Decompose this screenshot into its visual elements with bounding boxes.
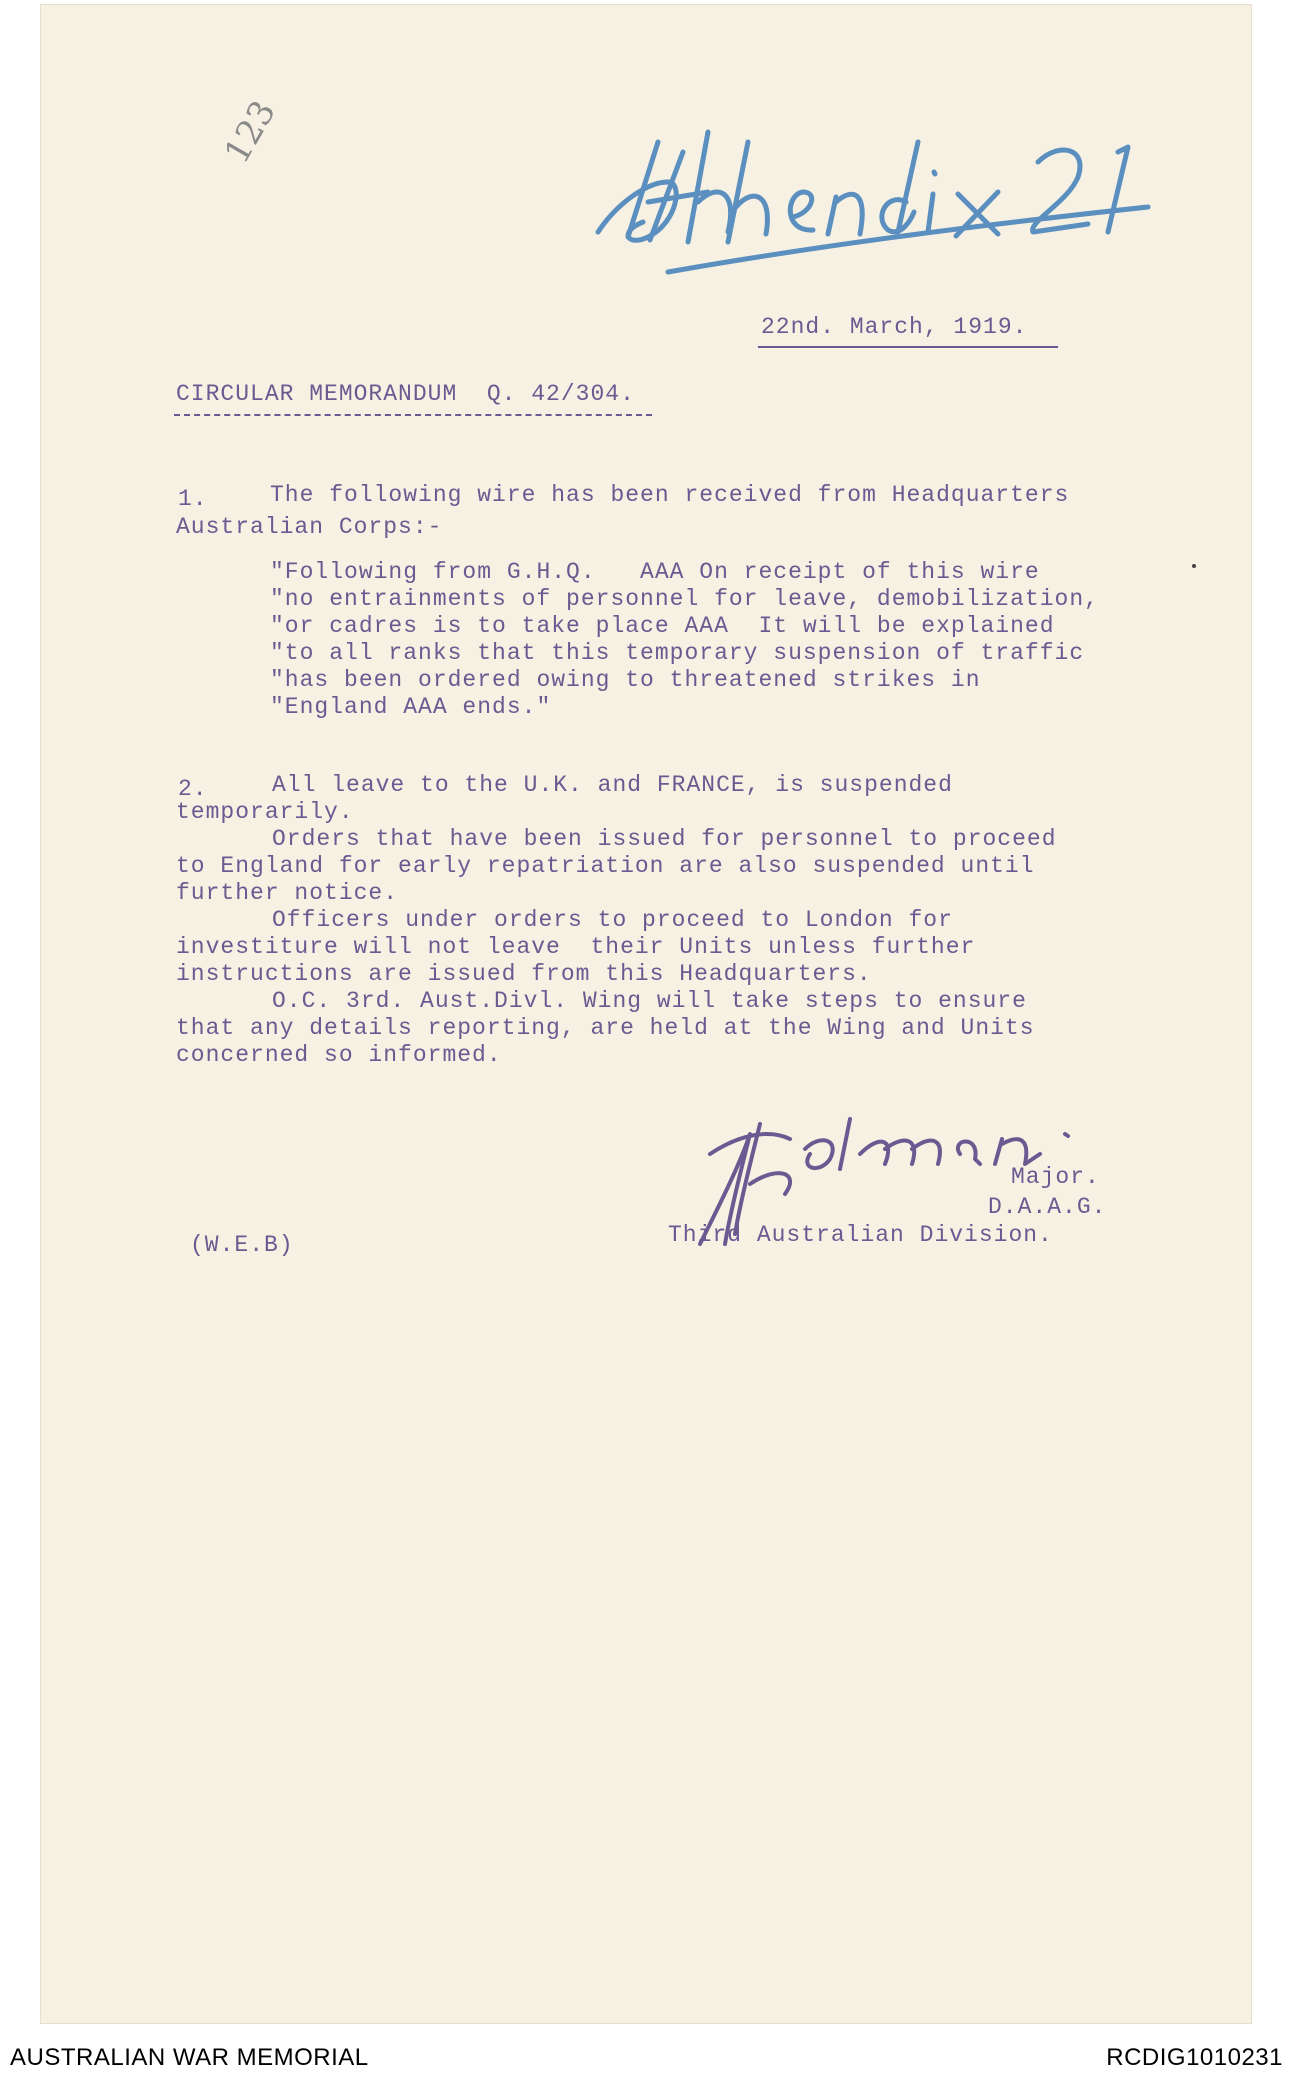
para2-line: that any details reporting, are held at the Wing and Units [176,1015,1035,1041]
para2-line: Orders that have been issued for personnel to proceed [272,826,1057,852]
quote-line: "to all ranks that this temporary suspension of traffic [270,640,1085,666]
para1-line: The following wire has been received from Headquarters [270,482,1070,508]
quote-line: "has been ordered owing to threatened strikes in [270,667,981,693]
quote-line: "or cadres is to take place AAA It will be explained [270,613,1055,639]
para2-line: to England for early repatriation are also suspended until [176,853,1035,879]
quote-line: "no entrainments of personnel for leave, demobilization, [270,586,1099,612]
footer-right: RCDIG1010231 [1106,2044,1283,2071]
typist-initials: (W.E.B) [190,1232,294,1258]
para2-line: instructions are issued from this Headquarters. [176,961,872,987]
appendix-handwriting [588,122,1258,312]
para2-line: temporarily. [176,799,354,825]
para2-line: All leave to the U.K. and FRANCE, is suspended [272,772,953,798]
para1-line: Australian Corps:- [176,514,443,540]
footer-left: AUSTRALIAN WAR MEMORIAL [10,2044,369,2071]
para1-number: 1. [178,486,208,512]
ink-mark [1192,564,1196,568]
quote-line: "Following from G.H.Q. AAA On receipt of this wire [270,559,1040,585]
memo-title: CIRCULAR MEMORANDUM Q. 42/304. [176,381,635,407]
document-sheet [40,4,1252,2024]
signatory-unit: Third Australian Division. [668,1222,1053,1248]
quote-line: "England AAA ends." [270,694,552,720]
para2-line: investiture will not leave their Units unless further [176,934,976,960]
para2-line: O.C. 3rd. Aust.Divl. Wing will take steps to ensure [272,988,1027,1014]
para2-line: Officers under orders to proceed to London for [272,907,953,933]
folio-number: 123 [216,93,285,171]
signatory-title: D.A.A.G. [988,1194,1107,1220]
signatory-rank: Major. [1011,1164,1100,1190]
para2-number: 2. [178,776,208,802]
para2-line: further notice. [176,880,399,906]
memo-date: 22nd. March, 1919. [761,314,1028,340]
title-underline [174,414,652,416]
date-underline [758,346,1058,348]
para2-line: concerned so informed. [176,1042,502,1068]
